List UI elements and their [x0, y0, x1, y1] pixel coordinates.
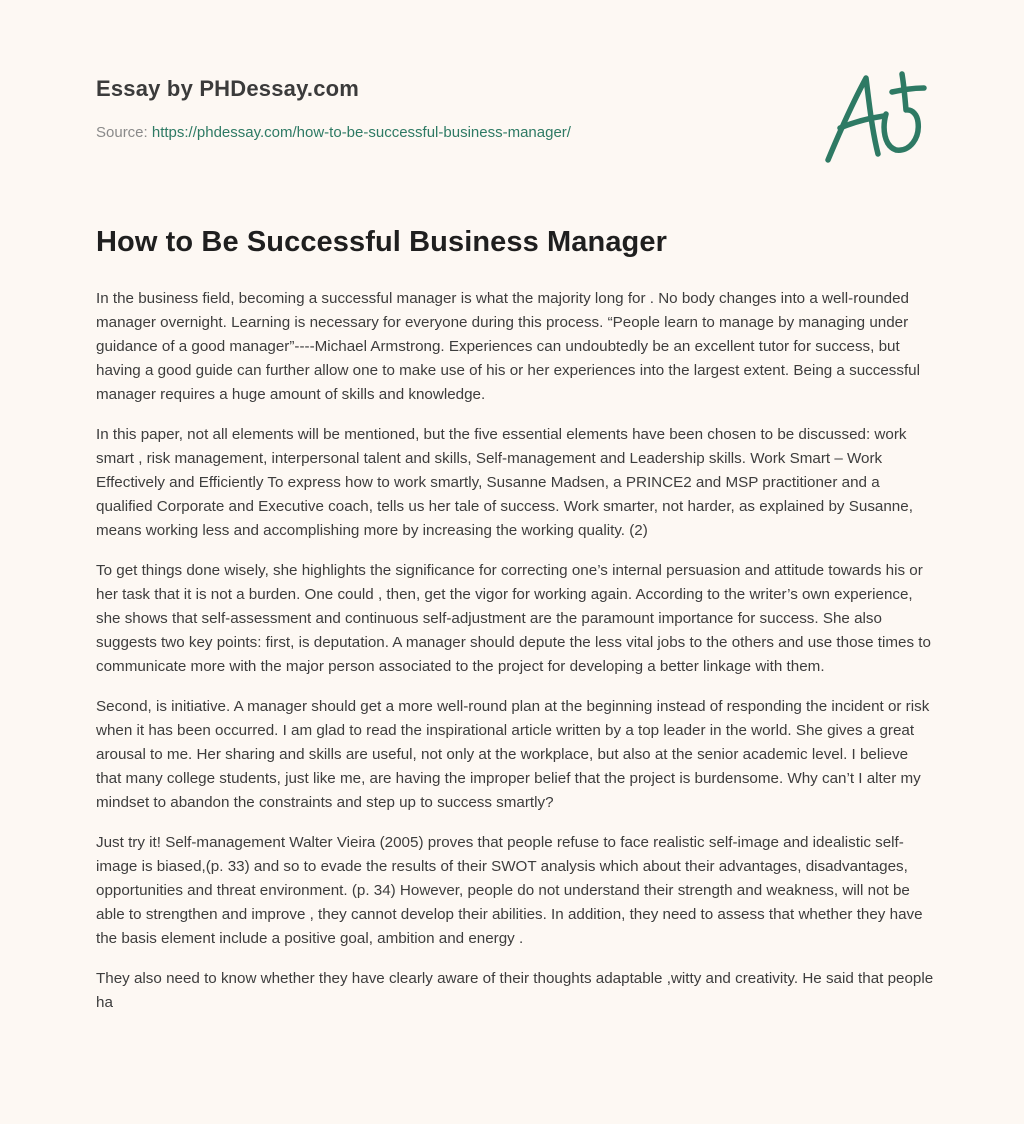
essay-paragraph: In the business field, becoming a successful manager is what the majority long for . No body changes into a well-rounded manager overnight. Learning is necessary for everyone during this process. “People learn to manage by managing under guidance of a good manager”----Michael Armstrong. Experiences can undoubtedly be an excellent tutor for success, but having a good guide can further allow one to make use of his or her experiences into the largest extent. Being a successful manager requires a huge amount of skills and knowledge.	[96, 290, 920, 403]
page	[96, 0, 934, 1011]
essay-body	[96, 287, 934, 1031]
essay-paragraph: Just try it! Self-management Walter Vieira (2005) proves that people refuse to face realistic self-image and idealistic self-image is biased,(p. 33) and so to evade the results of their SWOT analysis which about their advantages, disadvantages, opportunities and threat environment. (p. 34) However, people do not understand their strength and weakness, will not be able to strengthen and improve , they cannot develop their abilities. In addition, they need to assess that whether they have the basis element include a positive goal, ambition and energy .	[96, 834, 923, 947]
essay-paragraph: In this paper, not all elements will be mentioned, but the five essential elements have been chosen to be discussed: work smart , risk management, interpersonal talent and skills, Self-management and Leadership skills. Work Smart – Work Effectively and Efficiently To express how to work smartly, Susanne Madsen, a PRINCE2 and MSP practitioner and a qualified Corporate and Executive coach, tells us her tale of success. Work smarter, not harder, as explained by Susanne, means working less and accomplishing more by increasing the working quality. (2)	[96, 426, 913, 539]
site-header	[96, 0, 934, 190]
essay-title: How to Be Successful Business Manager	[96, 226, 667, 258]
essay-paragraph: Second, is initiative. A manager should get a more well-round plan at the beginning instead of responding the incident or risk when it has been occurred. I am glad to read the inspirational article written by a top leader in the world. She gives a great arousal to me. Her sharing and skills are useful, not only at the workplace, but also at the senior academic level. I believe that many college students, just like me, are having the improper belief that the project is burdensome. Why can’t I alter my mindset to abandon the constraints and step up to success smartly?	[96, 698, 930, 811]
a-plus-logo	[822, 66, 930, 166]
site-title: Essay by PHDessay.com	[96, 76, 360, 101]
source-label: Source:	[96, 124, 148, 141]
source-link[interactable]: https://phdessay.com/how-to-be-successful-business-manager/	[151, 124, 571, 141]
source-line	[96, 124, 571, 141]
essay-paragraph: They also need to know whether they have clearly aware of their thoughts adaptable ,witty and creativity. He said that people ha	[96, 970, 934, 1011]
essay-paragraph: To get things done wisely, she highlights the significance for correcting one’s internal persuasion and attitude towards his or her task that it is not a burden. One could , then, get the vigor for working again. According to the writer’s own experience, she shows that self-assessment and continuous self-adjustment are the paramount importance for success. She also suggests two key points: first, is deputation. A manager should depute the less vital jobs to the others and use those times to communicate more with the major person associated to the project for developing a better linkage with them.	[96, 562, 931, 675]
